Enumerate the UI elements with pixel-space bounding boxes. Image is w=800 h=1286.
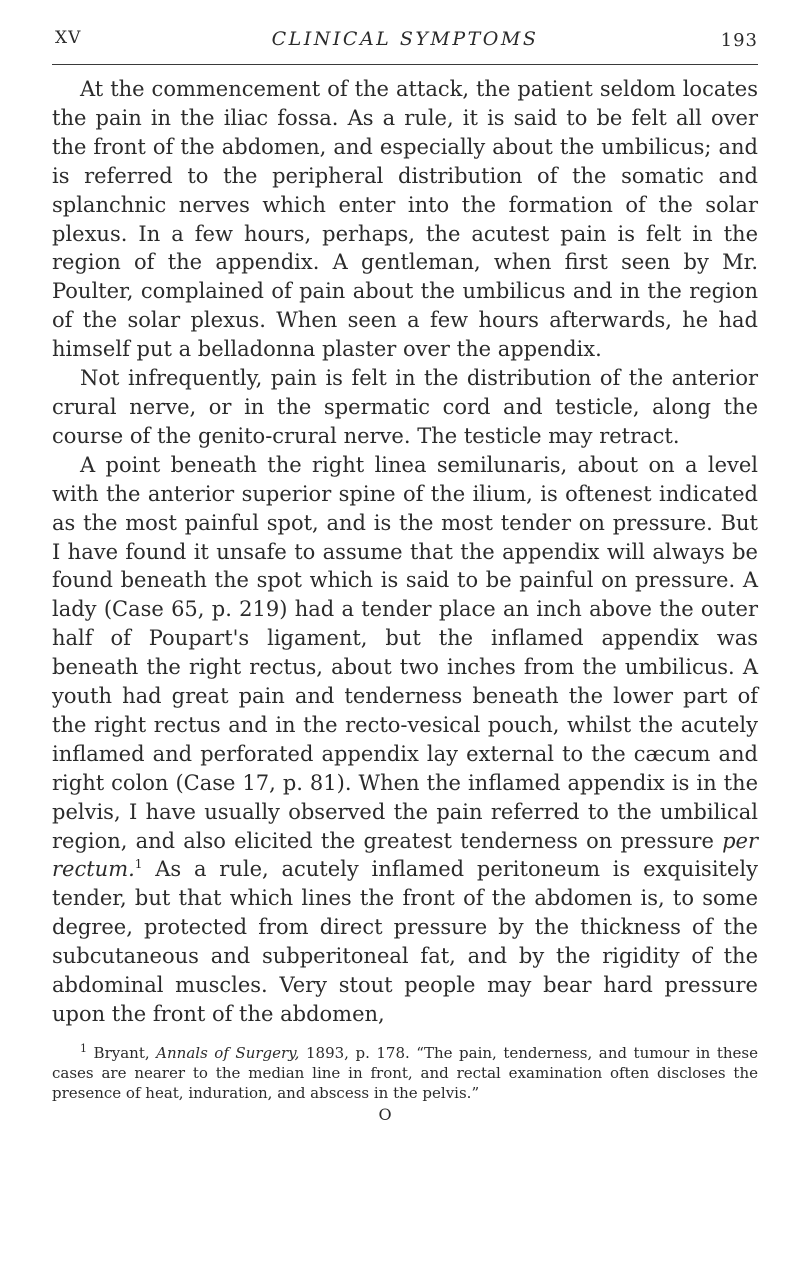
per-rectum-italic: per rectum. [52,828,758,882]
header-rule [52,64,758,65]
paragraph-3-start: A point beneath the right linea semilunaris, about on a level with the anterior superior spine of the ilium, is oftenest indicated as the most painful spot, and is the most tender on pressure. But I have found it unsafe to assume that the appendix will always be found beneath the spot which is said to be painful on pressure. A lady (Case 65, p. 219) had a tender place an inch above the outer half of Poupart's ligament, but the inflamed appendix was beneath the right rectus, about two inches from the umbilicus. A youth had great pain and tenderness beneath the lower part of the right rectus and in the recto-vesical pouch, whilst the acutely inflamed and perforated appendix lay external to the cæcum and right colon (Case 17, p. 81). When the inflamed appendix is in the pelvis, I have usually observed the pain referred to the umbilical region, and also elicited the greatest tenderness on pressure [52,452,758,853]
footnote [52,1043,758,1103]
footnote-marker: 1 [80,1041,87,1055]
footnote-citation: 1893, p. 178. “The pain, tenderness, and tumour in these cases are nearer to the median line in front, and rectal examination often discloses the presence of heat, induration, and abscess in the pelvis.” [52,1043,758,1102]
page [52,28,758,1124]
signature-mark: O [378,1104,392,1124]
footnote-author: Bryant, [93,1043,150,1062]
paragraph-3-end: As a rule, acutely inflamed peritoneum is exquisitely tender, but that which lines the front of the abdomen is, to some degree, protected from direct pressure by the thickness of the subcutaneous and subperitoneal fat, and by the rigidity of the abdominal muscles. Very stout people may bear hard pressure upon the front of the abdomen, [52,857,758,1026]
running-title: CLINICAL SYMPTOMS [271,28,539,50]
footnote-reference: 1 [134,857,143,872]
footnote-text [52,1043,758,1103]
paragraph-1: At the commencement of the attack, the patient seldom locates the pain in the iliac fossa. As a rule, it is said to be felt all over the front of the abdomen, and especially about the umbilicus; and is referred to the peripheral distribution of the somatic and splanchnic nerves which enter into the formation of the solar plexus. In a few hours, perhaps, the acutest pain is felt in the region of the appendix. A gentleman, when first seen by Mr. Poulter, complained of pain about the umbilicus and in the region of the solar plexus. When seen a few hours afterwards, he had himself put a belladonna plaster over the appendix. [52,77,758,362]
running-head [52,28,758,64]
page-number: 193 [720,30,758,51]
paragraph-2: Not infrequently, pain is felt in the distribution of the anterior crural nerve, or in the spermatic cord and testicle, along the course of the genito-crural nerve. The testicle may retract. [52,366,758,448]
chapter-number: XV [55,28,82,48]
footnote-work: Annals of Surgery, [156,1043,300,1062]
main-text [52,75,758,1029]
paragraph-3 [52,451,758,1029]
